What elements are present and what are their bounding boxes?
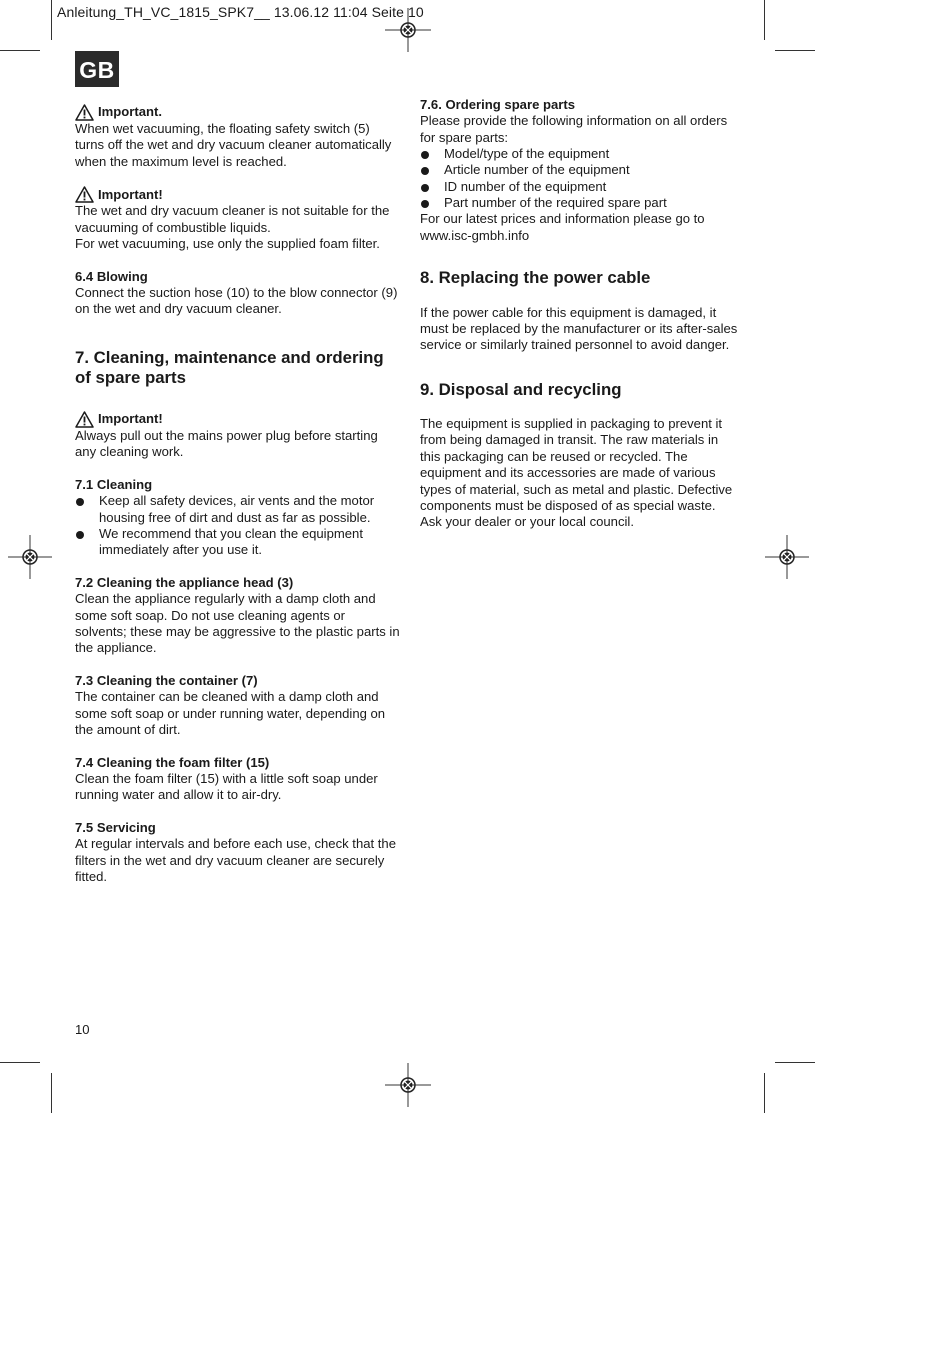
section-heading: 7.4 Cleaning the foam filter (15) (75, 754, 270, 770)
bullet-list (75, 493, 400, 558)
crop-mark (0, 50, 40, 51)
right-column (420, 97, 745, 531)
list-item: ID number of the equipment (420, 179, 745, 195)
registration-mark-icon (385, 8, 431, 52)
paragraph: The equipment is supplied in packaging to prevent it from being damaged in transit. The raw materials in this packaging can be reused or recycled. The equipment and its accessories are made of various types of material, such as metal and plastic. Defective components must be disposed of as special waste. Ask your dealer or your local council. (420, 416, 733, 530)
crop-mark (51, 1073, 52, 1113)
important-label: Important. (98, 104, 163, 120)
registration-mark-icon (765, 535, 809, 579)
warning-icon (75, 186, 94, 203)
paragraph: Clean the appliance regularly with a damp cloth and some soft soap. Do not use cleaning agents or solvents; these may be aggressive to the plastic parts in the appliance. (75, 591, 400, 656)
list-item: Part number of the required spare part (420, 195, 745, 211)
section-heading: 7.5 Servicing (75, 820, 156, 836)
section-heading: 7.2 Cleaning the appliance head (3) (75, 574, 294, 590)
paragraph: The wet and dry vacuum cleaner is not suitable for the vacuuming of combustible liquids. (75, 203, 390, 235)
paragraph: For our latest prices and information please go to www.isc-gmbh.info (420, 211, 705, 243)
crop-mark (775, 50, 815, 51)
crop-mark (764, 0, 765, 40)
paragraph: Clean the foam filter (15) with a little soft soap under running water and allow it to air-dry. (75, 771, 378, 803)
left-column (75, 104, 400, 885)
section-heading: 7.1 Cleaning (75, 476, 153, 492)
language-badge: GB (75, 51, 119, 87)
important-heading (75, 186, 400, 203)
crop-mark (764, 1073, 765, 1113)
crop-mark (775, 1062, 815, 1063)
paragraph: For wet vacuuming, use only the supplied foam filter. (75, 236, 380, 252)
registration-mark-icon (385, 1063, 431, 1107)
important-heading (75, 411, 400, 428)
important-heading (75, 104, 400, 121)
list-item: Article number of the equipment (420, 162, 745, 178)
list-item: Keep all safety devices, air vents and the motor housing free of dirt and dust as far as possible. (75, 493, 400, 526)
list-item: Model/type of the equipment (420, 146, 745, 162)
important-label: Important! (98, 186, 163, 202)
print-header: Anleitung_TH_VC_1815_SPK7__ 13.06.12 11:04 Seite 10 (57, 4, 424, 20)
warning-icon (75, 411, 94, 428)
registration-mark-icon (8, 535, 52, 579)
paragraph: Please provide the following information on all orders for spare parts: (420, 113, 728, 145)
section-heading: 7.6. Ordering spare parts (420, 97, 576, 112)
paragraph: When wet vacuuming, the floating safety switch (5) turns off the wet and dry vacuum cleaner automatically when the maximum level is reached. (75, 121, 392, 169)
paragraph: At regular intervals and before each use, check that the filters in the wet and dry vacuum cleaner are securely fitted. (75, 836, 396, 885)
section-heading: 6.4 Blowing (75, 268, 148, 284)
section-heading: 7.3 Cleaning the container (7) (75, 672, 258, 688)
bullet-list (420, 146, 745, 211)
important-label: Important! (98, 411, 163, 427)
warning-icon (75, 104, 94, 121)
page-number: 10 (75, 1022, 90, 1037)
paragraph: Connect the suction hose (10) to the blow connector (9) on the wet and dry vacuum cleaner. (75, 285, 398, 317)
chapter-heading: 9. Disposal and recycling (420, 379, 622, 399)
paragraph: If the power cable for this equipment is damaged, it must be replaced by the manufacturer or its after-sales service or similarly trained personnel to avoid danger. (420, 304, 738, 353)
chapter-heading: 7. Cleaning, maintenance and ordering of spare parts (75, 347, 384, 388)
crop-mark (0, 1062, 40, 1063)
paragraph: Always pull out the mains power plug before starting any cleaning work. (75, 427, 378, 460)
list-item: We recommend that you clean the equipment immediately after you use it. (75, 526, 400, 559)
paragraph: The container can be cleaned with a damp cloth and some soft soap or under running water, depending on the amount of dirt. (75, 689, 386, 737)
crop-mark (51, 0, 52, 40)
chapter-heading: 8. Replacing the power cable (420, 268, 651, 288)
